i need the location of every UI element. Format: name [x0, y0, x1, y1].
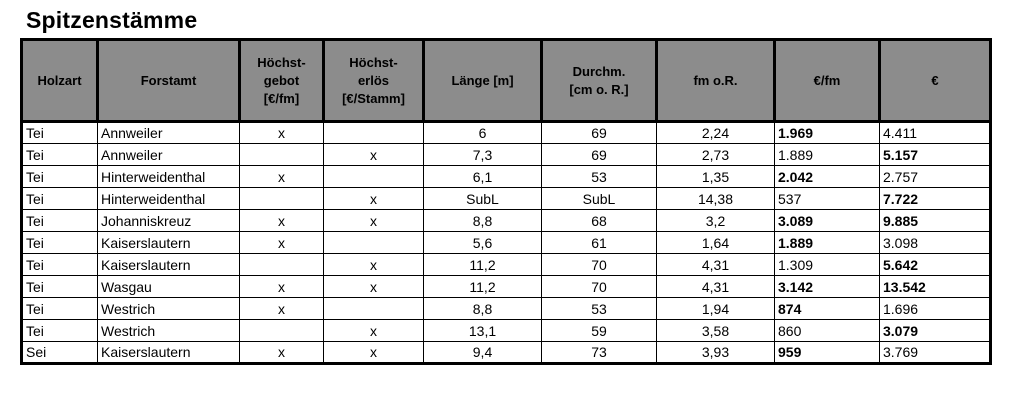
cell-laenge: 6,1	[424, 166, 542, 188]
cell-hoechsterloes: x	[324, 144, 424, 166]
cell-hoechstgebot: x	[240, 122, 324, 144]
cell-durchmesser: 53	[542, 298, 657, 320]
cell-hoechstgebot	[240, 188, 324, 210]
cell-hoechstgebot: x	[240, 276, 324, 298]
cell-eur: 5.642	[880, 254, 991, 276]
table-row	[22, 188, 991, 210]
cell-eur: 13.542	[880, 276, 991, 298]
cell-forstamt: Westrich	[98, 298, 240, 320]
cell-holzart: Sei	[22, 342, 98, 364]
cell-forstamt: Annweiler	[98, 122, 240, 144]
cell-durchmesser: 73	[542, 342, 657, 364]
cell-hoechsterloes: x	[324, 342, 424, 364]
cell-hoechstgebot: x	[240, 298, 324, 320]
cell-fm: 2,73	[657, 144, 775, 166]
cell-forstamt: Hinterweidenthal	[98, 188, 240, 210]
cell-durchmesser: 69	[542, 122, 657, 144]
page-title: Spitzenstämme	[26, 7, 198, 33]
cell-forstamt: Hinterweidenthal	[98, 166, 240, 188]
cell-forstamt: Kaiserslautern	[98, 342, 240, 364]
cell-laenge: 5,6	[424, 232, 542, 254]
col-header-holzart: Holzart	[22, 40, 98, 122]
cell-holzart: Tei	[22, 122, 98, 144]
cell-durchmesser: 70	[542, 276, 657, 298]
cell-forstamt: Johanniskreuz	[98, 210, 240, 232]
table-row	[22, 320, 991, 342]
cell-hoechsterloes	[324, 232, 424, 254]
cell-eur: 9.885	[880, 210, 991, 232]
table-row	[22, 298, 991, 320]
cell-holzart: Tei	[22, 298, 98, 320]
cell-holzart: Tei	[22, 144, 98, 166]
cell-laenge: 6	[424, 122, 542, 144]
cell-fm: 2,24	[657, 122, 775, 144]
cell-forstamt: Wasgau	[98, 276, 240, 298]
cell-eur-per-fm: 959	[775, 342, 880, 364]
cell-durchmesser: 68	[542, 210, 657, 232]
cell-eur-per-fm: 874	[775, 298, 880, 320]
cell-holzart: Tei	[22, 188, 98, 210]
table-row	[22, 144, 991, 166]
col-header-hoechstgebot: Höchst- gebot [€/fm]	[240, 40, 324, 122]
table-row	[22, 254, 991, 276]
cell-durchmesser: 69	[542, 144, 657, 166]
cell-eur-per-fm: 1.889	[775, 144, 880, 166]
cell-fm: 1,35	[657, 166, 775, 188]
cell-eur: 4.411	[880, 122, 991, 144]
cell-forstamt: Annweiler	[98, 144, 240, 166]
table-body	[22, 122, 991, 364]
cell-laenge: 7,3	[424, 144, 542, 166]
cell-forstamt: Kaiserslautern	[98, 232, 240, 254]
cell-eur: 2.757	[880, 166, 991, 188]
cell-durchmesser: 53	[542, 166, 657, 188]
cell-eur: 5.157	[880, 144, 991, 166]
col-header-eur-per-fm: €/fm	[775, 40, 880, 122]
cell-laenge: 8,8	[424, 298, 542, 320]
cell-eur-per-fm: 860	[775, 320, 880, 342]
table-row	[22, 232, 991, 254]
cell-hoechstgebot: x	[240, 232, 324, 254]
cell-hoechstgebot	[240, 320, 324, 342]
cell-holzart: Tei	[22, 254, 98, 276]
cell-hoechsterloes	[324, 166, 424, 188]
cell-fm: 3,58	[657, 320, 775, 342]
cell-eur-per-fm: 3.142	[775, 276, 880, 298]
table-row	[22, 342, 991, 364]
cell-hoechstgebot: x	[240, 166, 324, 188]
cell-durchmesser: 70	[542, 254, 657, 276]
cell-fm: 14,38	[657, 188, 775, 210]
cell-durchmesser: 61	[542, 232, 657, 254]
cell-forstamt: Kaiserslautern	[98, 254, 240, 276]
cell-fm: 3,2	[657, 210, 775, 232]
cell-eur: 1.696	[880, 298, 991, 320]
cell-fm: 3,93	[657, 342, 775, 364]
cell-hoechstgebot: x	[240, 342, 324, 364]
cell-holzart: Tei	[22, 276, 98, 298]
cell-fm: 1,64	[657, 232, 775, 254]
cell-hoechsterloes: x	[324, 188, 424, 210]
cell-eur: 3.079	[880, 320, 991, 342]
cell-eur: 3.769	[880, 342, 991, 364]
cell-hoechstgebot: x	[240, 210, 324, 232]
col-header-eur: €	[880, 40, 991, 122]
table-header-row	[22, 40, 991, 122]
table-row	[22, 276, 991, 298]
cell-hoechsterloes: x	[324, 254, 424, 276]
cell-hoechsterloes	[324, 122, 424, 144]
cell-eur-per-fm: 1.309	[775, 254, 880, 276]
cell-holzart: Tei	[22, 320, 98, 342]
cell-holzart: Tei	[22, 210, 98, 232]
cell-laenge: 11,2	[424, 254, 542, 276]
cell-laenge: 13,1	[424, 320, 542, 342]
cell-eur-per-fm: 3.089	[775, 210, 880, 232]
cell-eur-per-fm: 2.042	[775, 166, 880, 188]
cell-laenge: 8,8	[424, 210, 542, 232]
cell-laenge: 11,2	[424, 276, 542, 298]
col-header-fm: fm o.R.	[657, 40, 775, 122]
cell-hoechsterloes	[324, 298, 424, 320]
cell-holzart: Tei	[22, 232, 98, 254]
table-row	[22, 166, 991, 188]
col-header-hoechsterloes: Höchst- erlös [€/Stamm]	[324, 40, 424, 122]
cell-hoechstgebot	[240, 254, 324, 276]
col-header-laenge: Länge [m]	[424, 40, 542, 122]
cell-holzart: Tei	[22, 166, 98, 188]
table-row	[22, 210, 991, 232]
cell-durchmesser: 59	[542, 320, 657, 342]
cell-fm: 1,94	[657, 298, 775, 320]
col-header-durchmesser: Durchm. [cm o. R.]	[542, 40, 657, 122]
cell-eur-per-fm: 537	[775, 188, 880, 210]
cell-durchmesser: SubL	[542, 188, 657, 210]
data-table	[20, 38, 992, 365]
cell-eur-per-fm: 1.889	[775, 232, 880, 254]
cell-laenge: SubL	[424, 188, 542, 210]
cell-fm: 4,31	[657, 276, 775, 298]
cell-eur-per-fm: 1.969	[775, 122, 880, 144]
cell-hoechsterloes: x	[324, 276, 424, 298]
cell-eur: 7.722	[880, 188, 991, 210]
cell-hoechstgebot	[240, 144, 324, 166]
table-row	[22, 122, 991, 144]
cell-laenge: 9,4	[424, 342, 542, 364]
col-header-forstamt: Forstamt	[98, 40, 240, 122]
cell-hoechsterloes: x	[324, 210, 424, 232]
cell-forstamt: Westrich	[98, 320, 240, 342]
cell-hoechsterloes: x	[324, 320, 424, 342]
cell-fm: 4,31	[657, 254, 775, 276]
cell-eur: 3.098	[880, 232, 991, 254]
